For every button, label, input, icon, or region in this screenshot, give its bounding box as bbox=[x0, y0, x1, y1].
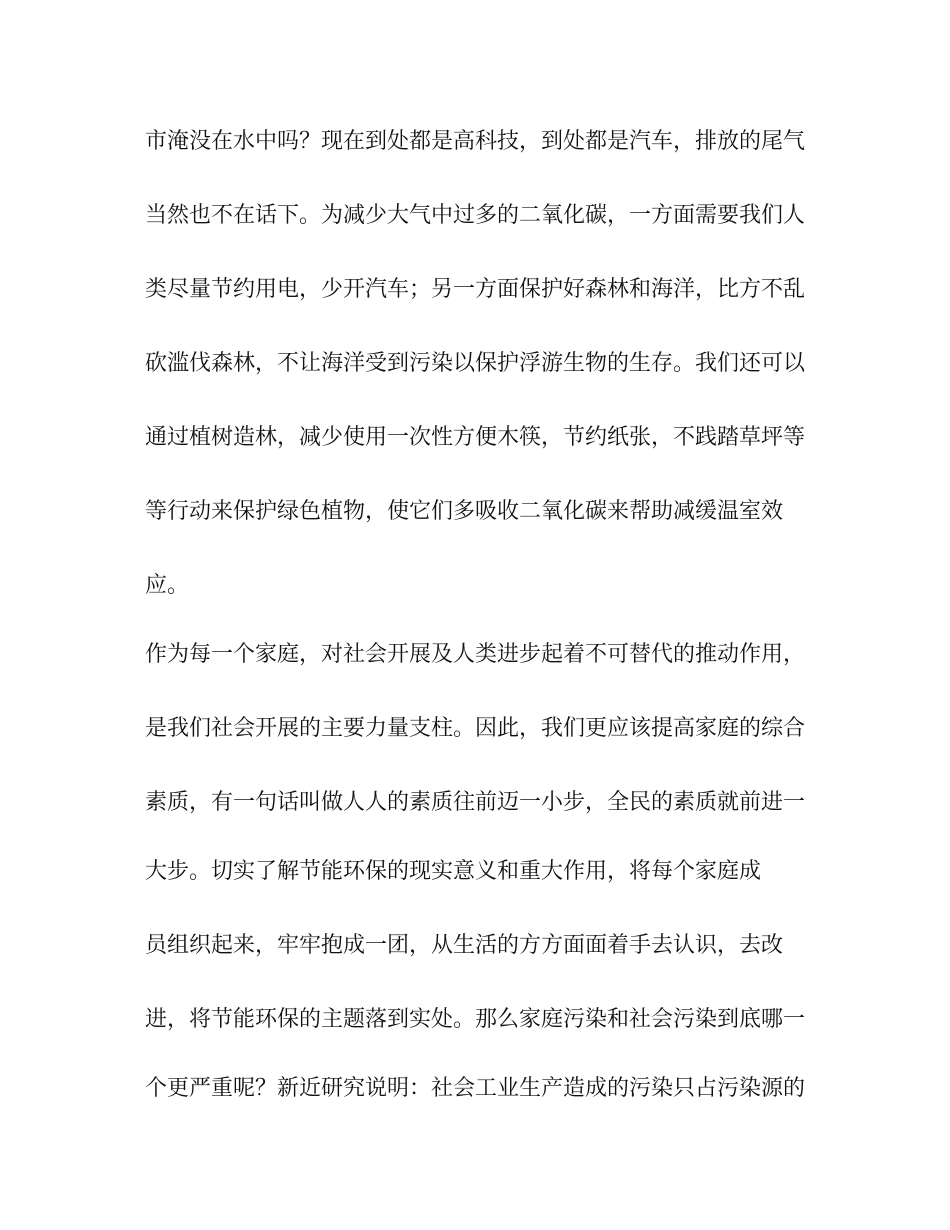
text-line: 是我们社会开展的主要力量支柱。因此，我们更应该提高家庭的综合 bbox=[145, 716, 806, 741]
text-line: 类尽量节约用电，少开汽车；另一方面保护好森林和海洋，比方不乱 bbox=[145, 277, 806, 302]
text-line: 员组织起来，牢牢抱成一团，从生活的方方面面着手去认识，去改 bbox=[145, 933, 784, 958]
text-line: 砍滥伐森林，不让海洋受到污染以保护浮游生物的生存。我们还可以 bbox=[145, 351, 806, 376]
text-line: 大步。切实了解节能环保的现实意义和重大作用，将每个家庭成 bbox=[145, 859, 762, 884]
text-line: 当然也不在话下。为减少大气中过多的二氧化碳，一方面需要我们人 bbox=[145, 203, 806, 228]
text-line: 进，将节能环保的主题落到实处。那么家庭污染和社会污染到底哪一 bbox=[145, 1007, 806, 1032]
text-line: 市淹没在水中吗？现在到处都是高科技，到处都是汽车，排放的尾气 bbox=[145, 129, 806, 154]
text-line: 通过植树造林，减少使用一次性方便木筷，节约纸张，不践踏草坪等 bbox=[145, 425, 806, 450]
text-line: 等行动来保护绿色植物，使它们多吸收二氧化碳来帮助减缓温室效 bbox=[145, 499, 784, 524]
text-line: 个更严重呢？新近研究说明：社会工业生产造成的污染只占污染源的 bbox=[145, 1076, 806, 1101]
text-line: 作为每一个家庭，对社会开展及人类进步起着不可替代的推动作用， bbox=[145, 642, 806, 667]
text-line: 应。 bbox=[145, 573, 190, 598]
text-line: 素质，有一句话叫做人人的素质往前迈一小步，全民的素质就前进一 bbox=[145, 790, 806, 815]
